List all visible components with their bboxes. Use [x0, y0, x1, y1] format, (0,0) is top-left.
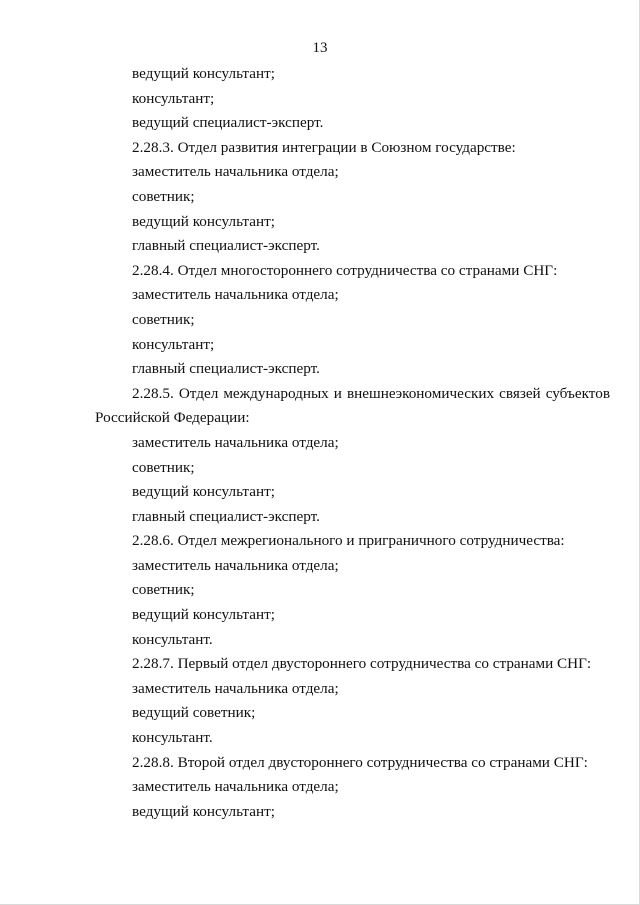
text-line: ведущий консультант;: [132, 212, 275, 230]
section-heading: 2.28.7. Первый отдел двустороннего сотрудничества со странами СНГ:: [132, 655, 592, 673]
text-line: советник;: [132, 310, 195, 328]
text-line: ведущий советник;: [132, 704, 256, 722]
text-line: ведущий консультант;: [132, 802, 275, 820]
section-heading: 2.28.6. Отдел межрегионального и приграничного сотрудничества:: [132, 532, 565, 550]
page-number: 13: [312, 40, 328, 56]
text-line: консультант.: [132, 630, 213, 648]
text-line: заместитель начальника отдела;: [132, 286, 339, 304]
text-line: заместитель начальника отдела;: [132, 778, 339, 796]
text-line: ведущий консультант;: [132, 483, 275, 501]
text-line: заместитель начальника отдела;: [132, 163, 339, 181]
text-line: главный специалист-эксперт.: [132, 360, 320, 378]
text-line: заместитель начальника отдела;: [132, 556, 339, 574]
text-line: главный специалист-эксперт.: [132, 237, 320, 255]
section-heading: 2.28.4. Отдел многостороннего сотрудничества со странами СНГ:: [132, 261, 558, 279]
text-line: ведущий специалист-эксперт.: [132, 114, 324, 132]
text-line: советник;: [132, 581, 195, 599]
text-line: заместитель начальника отдела;: [132, 679, 339, 697]
text-line: советник;: [132, 187, 195, 205]
section-heading: 2.28.3. Отдел развития интеграции в Союзном государстве:: [132, 138, 516, 156]
text-line: ведущий консультант;: [132, 65, 275, 82]
section-heading: 2.28.8. Второй отдел двустороннего сотрудничества со странами СНГ:: [132, 753, 588, 771]
section-heading: 2.28.5. Отдел международных и внешнеэкономических связей субъектов: [132, 384, 610, 402]
text-line: ведущий консультант;: [132, 606, 275, 624]
section-heading-continuation: Российской Федерации:: [95, 409, 250, 427]
text-line: заместитель начальника отдела;: [132, 433, 339, 451]
text-line: главный специалист-эксперт.: [132, 507, 320, 525]
document-body: [95, 62, 610, 824]
text-line: советник;: [132, 458, 195, 476]
text-line: консультант;: [132, 335, 215, 353]
text-line: консультант;: [132, 89, 215, 107]
text-line: консультант.: [132, 729, 213, 747]
